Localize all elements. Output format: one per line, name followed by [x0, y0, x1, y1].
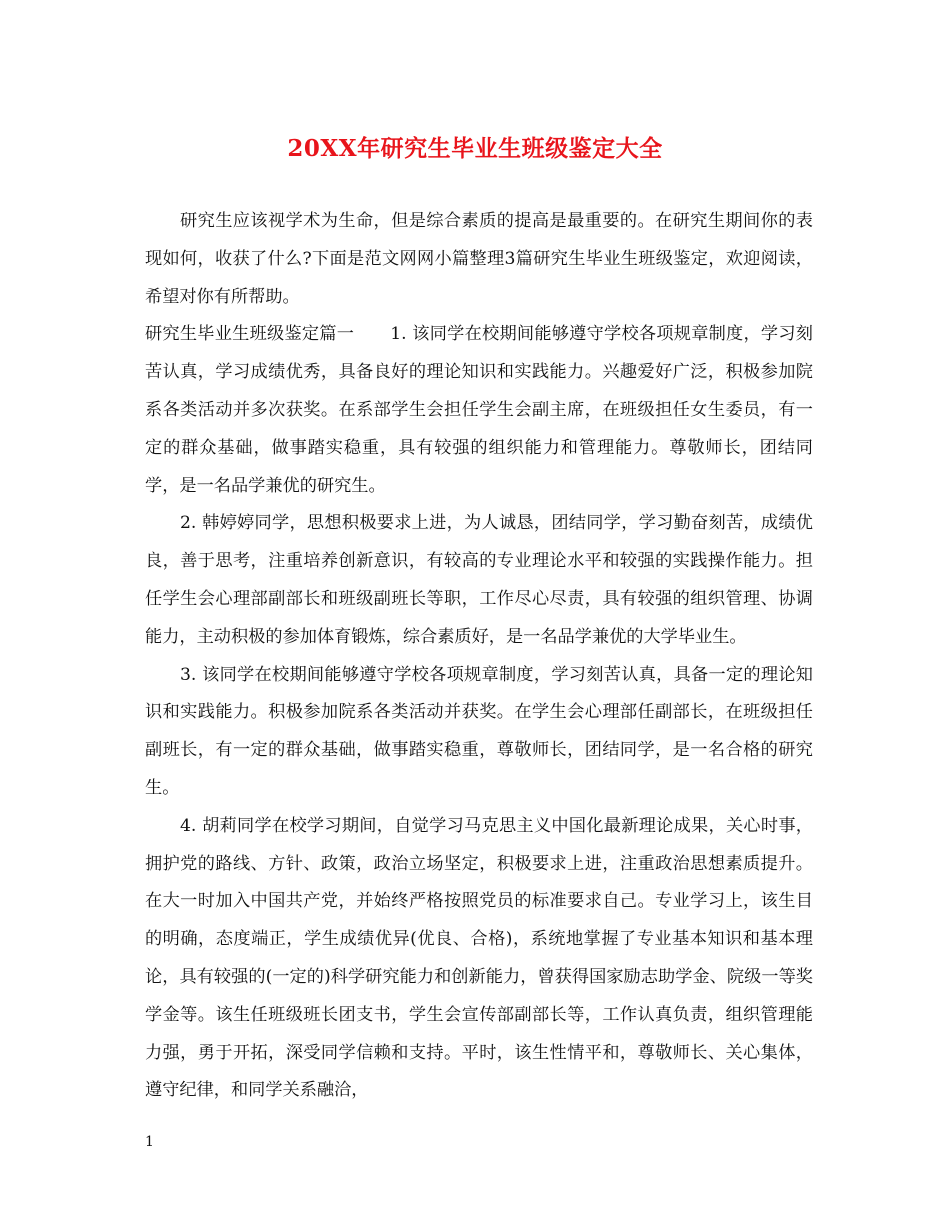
section-one-paragraph — [145, 316, 813, 505]
page-number: 1 — [145, 1134, 154, 1150]
item-1-rest: 学习刻苦认真，学习成绩优秀，具备良好的理论知识和实践能力。兴趣爱好广泛，积极参加院系各类活动并多次获奖。在系部学生会担任学生会副主席，在班级担任女生委员，有一定的群众基础，做事踏实稳重，具有较强的组织能力和管理能力。尊敬师长，团结同学，是一名品学兼优的研究生。 — [145, 324, 813, 496]
document-body — [145, 203, 813, 1110]
item-1-lead: 1. 该同学在校期间能够遵守学校各项规章制度， — [390, 324, 761, 345]
item-2-paragraph: 2. 韩婷婷同学，思想积极要求上进，为人诚恳，团结同学，学习勤奋刻苦，成绩优良，善于思考，注重培养创新意识，有较高的专业理论水平和较强的实践操作能力。担任学生会心理部副部长和班级副班长等职，工作尽心尽责，具有较强的组织管理、协调能力，主动积极的参加体育锻炼，综合素质好，是一名品学兼优的大学毕业生。 — [145, 513, 813, 647]
document-title: 20XX年研究生毕业生班级鉴定大全 — [287, 135, 663, 162]
item-3-paragraph: 3. 该同学在校期间能够遵守学校各项规章制度，学习刻苦认真，具备一定的理论知识和实践能力。积极参加院系各类活动并获奖。在学生会心理部任副部长，在班级担任副班长，有一定的群众基础，做事踏实稳重，尊敬师长，团结同学，是一名合格的研究生。 — [145, 664, 813, 798]
section-heading: 研究生毕业生班级鉴定篇一 — [145, 324, 355, 345]
item-4-paragraph: 4. 胡莉同学在校学习期间，自觉学习马克思主义中国化最新理论成果，关心时事，拥护党的路线、方针、政策，政治立场坚定，积极要求上进，注重政治思想素质提升。在大一时加入中国共产党，并始终严格按照党员的标准要求自己。专业学习上，该生目的明确，态度端正，学生成绩优异(优良、合格)，系统地掌握了专业基本知识和基本理论，具有较强的(一定的)科学研究能力和创新能力，曾获得国家励志助学金、院级一等奖学金等。该生任班级班长团支书，学生会宣传部副部长等，工作认真负责，组织管理能力强，勇于开拓，深受同学信赖和支持。平时，该生性情平和，尊敬师长、关心集体，遵守纪律，和同学关系融洽， — [145, 815, 813, 1101]
intro-paragraph: 研究生应该视学术为生命，但是综合素质的提高是最重要的。在研究生期间你的表现如何，收获了什么?下面是范文网网小篇整理3篇研究生毕业生班级鉴定，欢迎阅读，希望对你有所帮助。 — [145, 211, 813, 307]
